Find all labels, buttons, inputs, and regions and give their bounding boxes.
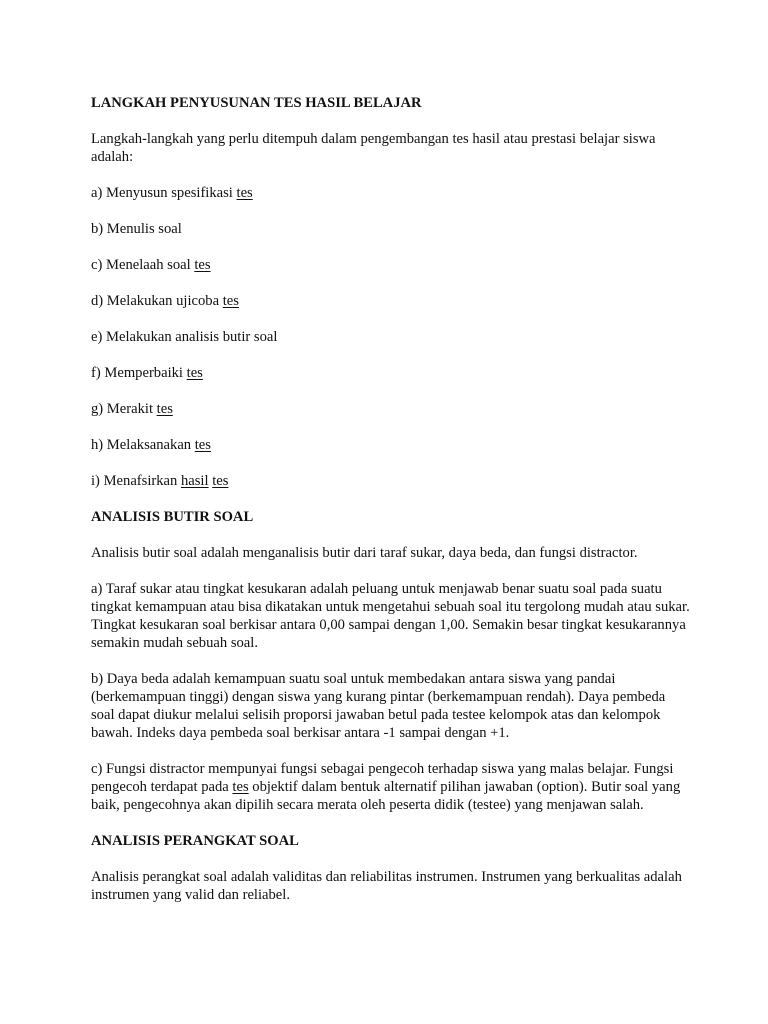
document-page	[91, 94, 691, 922]
list-item	[91, 328, 691, 346]
list-item-text: e) Melakukan analisis butir soal	[91, 329, 278, 345]
paragraph-taraf-sukar: a) Taraf sukar atau tingkat kesukaran adalah peluang untuk menjawab benar suatu soal pada suatu tingkat kemampuan atau bisa dikatakan untuk mengetahui sebuah soal itu tergolong mudah atau sukar. Tingkat kesukaran soal berkisar antara 0,00 sampai dengan 1,00. Semakin besar tingkat kesukarannya semakin mudah sebuah soal.	[91, 581, 690, 651]
list-item	[91, 364, 691, 382]
section-heading: LANGKAH PENYUSUNAN TES HASIL BELAJAR	[91, 95, 422, 111]
list-item	[91, 184, 691, 202]
intro-paragraph: Analisis perangkat soal adalah validitas dan reliabilitas instrumen. Instrumen yang berkualitas adalah instrumen yang valid dan reliabel.	[91, 869, 682, 903]
intro-paragraph: Analisis butir soal adalah menganalisis butir dari taraf sukar, daya beda, dan fungsi distractor.	[91, 545, 638, 561]
list-item	[91, 220, 691, 238]
tes-link[interactable]: tes	[222, 293, 239, 309]
tes-link[interactable]: tes	[232, 779, 249, 795]
list-item	[91, 292, 691, 310]
tes-link[interactable]: tes	[194, 257, 211, 273]
list-item-text: a) Menyusun spesifikasi	[91, 185, 237, 201]
tes-link[interactable]: tes	[156, 401, 173, 417]
intro-paragraph: Langkah-langkah yang perlu ditempuh dalam pengembangan tes hasil atau prestasi belajar siswa adalah:	[91, 131, 656, 165]
tes-link[interactable]: tes	[194, 437, 211, 453]
tes-link[interactable]: tes	[212, 473, 229, 489]
list-item-text: d) Melakukan ujicoba	[91, 293, 223, 309]
list-item	[91, 472, 691, 490]
list-item-text: b) Menulis soal	[91, 221, 182, 237]
paragraph-text: objektif dalam bentuk alternatif pilihan jawaban (option). Butir soal yang baik, pengecohnya akan dipilih secara merata oleh peserta didik (testee) yang menjawan salah.	[91, 779, 681, 813]
paragraph-text: c) Fungsi distractor mempunyai fungsi sebagai pengecoh terhadap siswa yang malas belajar. Fungsi pengecoh terdapat pada	[91, 761, 674, 795]
hasil-link[interactable]: hasil	[180, 473, 209, 489]
list-item-text: h) Melaksanakan	[91, 437, 195, 453]
paragraph-fungsi-distractor	[91, 760, 691, 814]
list-item-text: f) Memperbaiki	[91, 365, 187, 381]
paragraph-daya-beda: b) Daya beda adalah kemampuan suatu soal untuk membedakan antara siswa yang pandai (berkemampuan tinggi) dengan siswa yang kurang pintar (berkemampuan rendah). Daya pembeda soal dapat diukur melalui selisih proporsi jawaban betul pada testee kelompok atas dan kelompok bawah. Indeks daya pembeda soal berkisar antara -1 sampai dengan +1.	[91, 671, 666, 741]
list-item	[91, 400, 691, 418]
list-item	[91, 436, 691, 454]
section-heading: ANALISIS BUTIR SOAL	[91, 509, 254, 525]
tes-link[interactable]: tes	[186, 365, 203, 381]
tes-link[interactable]: tes	[236, 185, 253, 201]
list-item-text: i) Menafsirkan	[91, 473, 181, 489]
list-item-text: c) Menelaah soal	[91, 257, 195, 273]
list-item-text: g) Merakit	[91, 401, 157, 417]
list-item	[91, 256, 691, 274]
section-heading: ANALISIS PERANGKAT SOAL	[91, 833, 299, 849]
